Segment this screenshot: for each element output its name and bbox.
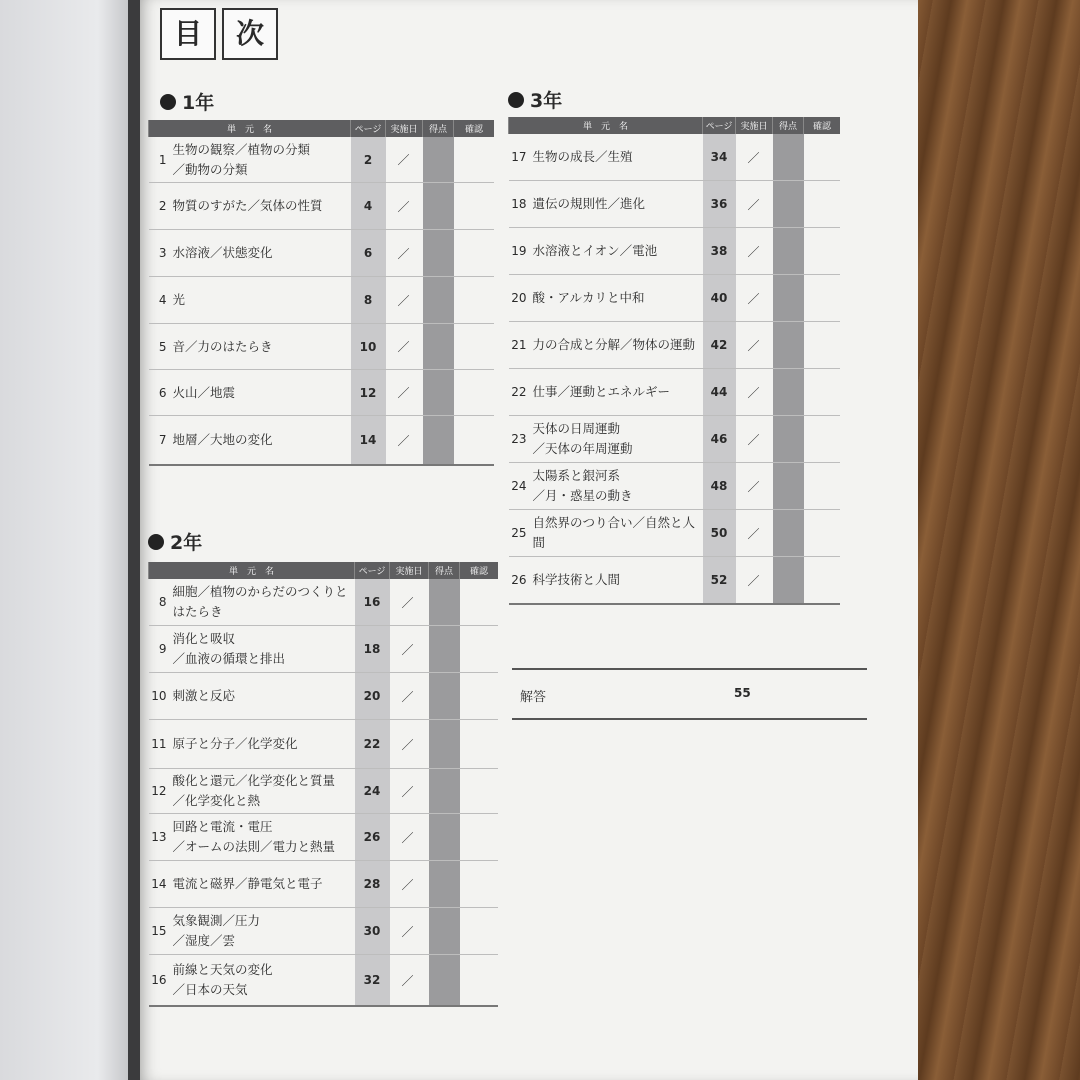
page-number: 16 bbox=[355, 579, 390, 626]
page-number: 4 bbox=[351, 183, 386, 230]
score-cell[interactable] bbox=[423, 324, 454, 370]
check-cell[interactable] bbox=[804, 463, 841, 510]
score-cell[interactable] bbox=[429, 861, 460, 908]
unit-number: 24 bbox=[509, 463, 531, 510]
unit-name-line1: 地層／大地の変化 bbox=[172, 432, 273, 447]
year1-label: 1年 bbox=[182, 92, 215, 114]
unit-name-line1: 水溶液／状態変化 bbox=[172, 245, 273, 260]
answers-row bbox=[512, 668, 867, 720]
header-unit: 単 元 名 bbox=[509, 117, 703, 134]
page-title bbox=[160, 8, 278, 60]
unit-name bbox=[531, 275, 703, 322]
score-cell[interactable] bbox=[429, 769, 460, 814]
unit-name-line1: 太陽系と銀河系 bbox=[532, 468, 621, 483]
page-number: 32 bbox=[355, 955, 390, 1007]
date-cell[interactable]: ／ bbox=[390, 769, 429, 814]
header-page: ページ bbox=[355, 562, 390, 579]
date-cell[interactable]: ／ bbox=[386, 370, 423, 416]
unit-number: 14 bbox=[149, 861, 171, 908]
table-row bbox=[509, 228, 841, 275]
score-cell[interactable] bbox=[773, 369, 804, 416]
page-number: 34 bbox=[703, 134, 736, 181]
unit-number: 3 bbox=[149, 230, 171, 277]
title-char-1: 目 bbox=[160, 8, 216, 60]
unit-name-line1: 仕事／運動とエネルギー bbox=[532, 384, 671, 399]
unit-name-line1: 消化と吸収 bbox=[172, 631, 236, 646]
unit-number: 10 bbox=[149, 673, 171, 720]
page-number: 48 bbox=[703, 463, 736, 510]
unit-name bbox=[171, 955, 355, 1007]
unit-number: 21 bbox=[509, 322, 531, 369]
unit-name-line1: 火山／地震 bbox=[172, 384, 236, 400]
table-row bbox=[509, 181, 841, 228]
score-cell[interactable] bbox=[773, 181, 804, 228]
score-cell[interactable] bbox=[773, 416, 804, 463]
year1-heading bbox=[160, 88, 214, 115]
unit-number: 2 bbox=[149, 183, 171, 230]
score-cell[interactable] bbox=[429, 908, 460, 955]
check-cell[interactable] bbox=[460, 861, 499, 908]
unit-name bbox=[171, 814, 355, 861]
page-number: 36 bbox=[703, 181, 736, 228]
header-date: 実施日 bbox=[386, 120, 423, 137]
unit-name bbox=[531, 134, 703, 181]
unit-name bbox=[171, 720, 355, 769]
date-cell[interactable]: ／ bbox=[736, 181, 773, 228]
table-header bbox=[149, 120, 495, 137]
check-cell[interactable] bbox=[804, 134, 841, 181]
table-row bbox=[509, 557, 841, 605]
unit-number: 4 bbox=[149, 277, 171, 324]
unit-name-line1: 水溶液とイオン／電池 bbox=[532, 243, 658, 258]
bullet-icon bbox=[148, 534, 164, 550]
score-cell[interactable] bbox=[429, 579, 460, 626]
date-cell[interactable]: ／ bbox=[386, 137, 423, 183]
header-check: 確認 bbox=[460, 562, 499, 579]
date-cell[interactable]: ／ bbox=[386, 230, 423, 277]
page-number: 10 bbox=[351, 324, 386, 370]
table-row bbox=[509, 369, 841, 416]
table-row bbox=[149, 908, 499, 955]
table-row bbox=[149, 673, 499, 720]
page-number: 18 bbox=[355, 626, 390, 673]
table-row bbox=[509, 510, 841, 557]
unit-number: 19 bbox=[509, 228, 531, 275]
unit-name-line1: 生物の観察／植物の分類 bbox=[172, 141, 311, 157]
table-header bbox=[149, 562, 499, 579]
date-cell[interactable]: ／ bbox=[390, 626, 429, 673]
date-cell[interactable]: ／ bbox=[736, 463, 773, 510]
unit-name-line1: 光 bbox=[172, 292, 186, 307]
score-cell[interactable] bbox=[423, 277, 454, 324]
unit-name bbox=[171, 324, 351, 370]
unit-number: 12 bbox=[149, 769, 171, 814]
header-check: 確認 bbox=[804, 117, 841, 134]
table-row bbox=[149, 370, 495, 416]
unit-name bbox=[531, 557, 703, 605]
score-cell[interactable] bbox=[429, 673, 460, 720]
page-number: 26 bbox=[355, 814, 390, 861]
unit-name-line1: 力の合成と分解／物体の運動 bbox=[532, 337, 696, 352]
unit-name-line1: 物質のすがた／気体の性質 bbox=[172, 198, 323, 213]
year3-heading bbox=[508, 86, 562, 113]
date-cell[interactable]: ／ bbox=[736, 557, 773, 605]
year2-label: 2年 bbox=[170, 532, 203, 554]
date-cell[interactable]: ／ bbox=[390, 814, 429, 861]
score-cell[interactable] bbox=[429, 955, 460, 1007]
unit-name-line1: 音／力のはたらき bbox=[172, 338, 273, 354]
header-date: 実施日 bbox=[736, 117, 773, 134]
page-number: 40 bbox=[703, 275, 736, 322]
header-score: 得点 bbox=[423, 120, 454, 137]
table-row bbox=[149, 230, 495, 277]
date-cell[interactable]: ／ bbox=[386, 416, 423, 466]
unit-name-line1: 細胞／植物のからだのつくりと bbox=[172, 584, 348, 599]
unit-name bbox=[531, 510, 703, 557]
table-row bbox=[509, 463, 841, 510]
page-number: 50 bbox=[703, 510, 736, 557]
check-cell[interactable] bbox=[460, 626, 499, 673]
unit-name-line1: 回路と電流・電圧 bbox=[172, 819, 273, 834]
score-cell[interactable] bbox=[773, 322, 804, 369]
unit-number: 9 bbox=[149, 626, 171, 673]
date-cell[interactable]: ／ bbox=[390, 579, 429, 626]
unit-name bbox=[171, 861, 355, 908]
check-cell[interactable] bbox=[804, 510, 841, 557]
date-cell[interactable]: ／ bbox=[736, 322, 773, 369]
check-cell[interactable] bbox=[460, 769, 499, 814]
page-number: 38 bbox=[703, 228, 736, 275]
unit-name bbox=[171, 137, 351, 183]
unit-number: 20 bbox=[509, 275, 531, 322]
unit-name-line1: 自然界のつり合い／自然と人間 bbox=[532, 515, 696, 550]
unit-name bbox=[531, 228, 703, 275]
table-row bbox=[149, 955, 499, 1007]
unit-name-line2: ／湿度／雲 bbox=[172, 933, 236, 948]
date-cell[interactable]: ／ bbox=[736, 510, 773, 557]
previous-page-edge bbox=[0, 0, 140, 1080]
table-row bbox=[149, 720, 499, 769]
table-row bbox=[149, 626, 499, 673]
page-number: 2 bbox=[351, 137, 386, 183]
date-cell[interactable]: ／ bbox=[736, 416, 773, 463]
header-score: 得点 bbox=[429, 562, 460, 579]
score-cell[interactable] bbox=[773, 557, 804, 605]
unit-name-line1: 電流と磁界／静電気と電子 bbox=[172, 876, 323, 891]
check-cell[interactable] bbox=[804, 369, 841, 416]
unit-name-line1: 酸化と還元／化学変化と質量 bbox=[172, 773, 336, 788]
header-score: 得点 bbox=[773, 117, 804, 134]
date-cell[interactable]: ／ bbox=[386, 324, 423, 370]
score-cell[interactable] bbox=[423, 230, 454, 277]
unit-number: 6 bbox=[149, 370, 171, 416]
page-number: 12 bbox=[351, 370, 386, 416]
date-cell[interactable]: ／ bbox=[736, 369, 773, 416]
header-check: 確認 bbox=[454, 120, 495, 137]
page-number: 30 bbox=[355, 908, 390, 955]
check-cell[interactable] bbox=[460, 720, 499, 769]
unit-name-line2: ／血液の循環と排出 bbox=[172, 651, 286, 666]
date-cell[interactable]: ／ bbox=[386, 183, 423, 230]
score-cell[interactable] bbox=[423, 183, 454, 230]
check-cell[interactable] bbox=[460, 579, 499, 626]
check-cell[interactable] bbox=[454, 183, 495, 230]
unit-name-line2: ／天体の年周運動 bbox=[532, 441, 633, 456]
date-cell[interactable]: ／ bbox=[386, 277, 423, 324]
unit-number: 25 bbox=[509, 510, 531, 557]
score-cell[interactable] bbox=[773, 510, 804, 557]
unit-name-line1: 気象観測／圧力 bbox=[172, 913, 261, 928]
unit-name bbox=[171, 370, 351, 416]
header-date: 実施日 bbox=[390, 562, 429, 579]
unit-name-line2: ／月・惑星の動き bbox=[532, 488, 633, 503]
score-cell[interactable] bbox=[429, 814, 460, 861]
unit-number: 7 bbox=[149, 416, 171, 466]
unit-name-line1: 生物の成長／生殖 bbox=[532, 149, 633, 164]
header-page: ページ bbox=[351, 120, 386, 137]
check-cell[interactable] bbox=[804, 228, 841, 275]
check-cell[interactable] bbox=[804, 181, 841, 228]
unit-name-line2: ／動物の分類 bbox=[172, 161, 248, 177]
check-cell[interactable] bbox=[460, 673, 499, 720]
unit-number: 23 bbox=[509, 416, 531, 463]
header-unit: 単 元 名 bbox=[149, 562, 355, 579]
date-cell[interactable]: ／ bbox=[736, 134, 773, 181]
table-row bbox=[509, 134, 841, 181]
table-row bbox=[149, 416, 495, 466]
check-cell[interactable] bbox=[454, 137, 495, 183]
answers-label: 解答 bbox=[520, 690, 547, 705]
check-cell[interactable] bbox=[804, 275, 841, 322]
page-number: 22 bbox=[355, 720, 390, 769]
score-cell[interactable] bbox=[773, 463, 804, 510]
unit-name bbox=[531, 463, 703, 510]
check-cell[interactable] bbox=[454, 230, 495, 277]
unit-name bbox=[171, 230, 351, 277]
unit-number: 8 bbox=[149, 579, 171, 626]
date-cell[interactable]: ／ bbox=[736, 275, 773, 322]
unit-name-line1: 天体の日周運動 bbox=[532, 421, 621, 436]
table-row bbox=[149, 769, 499, 814]
table-row bbox=[149, 277, 495, 324]
unit-number: 16 bbox=[149, 955, 171, 1007]
score-cell[interactable] bbox=[773, 134, 804, 181]
table-row bbox=[149, 814, 499, 861]
page-number: 8 bbox=[351, 277, 386, 324]
score-cell[interactable] bbox=[423, 137, 454, 183]
unit-number: 26 bbox=[509, 557, 531, 605]
table-row bbox=[149, 183, 495, 230]
title-char-2: 次 bbox=[222, 8, 278, 60]
table-row bbox=[509, 275, 841, 322]
year3-label: 3年 bbox=[530, 90, 563, 112]
unit-name bbox=[171, 673, 355, 720]
unit-name bbox=[531, 416, 703, 463]
check-cell[interactable] bbox=[460, 955, 499, 1007]
check-cell[interactable] bbox=[804, 322, 841, 369]
table-row bbox=[509, 322, 841, 369]
page-number: 52 bbox=[703, 557, 736, 605]
unit-name bbox=[171, 908, 355, 955]
unit-number: 18 bbox=[509, 181, 531, 228]
unit-name-line2: ／化学変化と熱 bbox=[172, 793, 261, 808]
unit-name bbox=[171, 416, 351, 466]
check-cell[interactable] bbox=[454, 370, 495, 416]
header-unit: 単 元 名 bbox=[149, 120, 351, 137]
unit-name-line2: ／日本の天気 bbox=[172, 982, 248, 997]
unit-number: 13 bbox=[149, 814, 171, 861]
check-cell[interactable] bbox=[804, 416, 841, 463]
date-cell[interactable]: ／ bbox=[736, 228, 773, 275]
unit-name-line1: 原子と分子／化学変化 bbox=[172, 736, 298, 751]
table-row bbox=[149, 324, 495, 370]
check-cell[interactable] bbox=[804, 557, 841, 605]
year1-table bbox=[148, 120, 494, 466]
page-number: 6 bbox=[351, 230, 386, 277]
unit-name-line1: 酸・アルカリと中和 bbox=[532, 290, 645, 305]
unit-name-line2: はたらき bbox=[172, 604, 223, 619]
unit-name bbox=[171, 183, 351, 230]
unit-name bbox=[171, 277, 351, 324]
score-cell[interactable] bbox=[429, 626, 460, 673]
unit-name bbox=[531, 181, 703, 228]
table-row bbox=[509, 416, 841, 463]
page-number: 44 bbox=[703, 369, 736, 416]
unit-number: 1 bbox=[149, 137, 171, 183]
unit-name bbox=[531, 322, 703, 369]
score-cell[interactable] bbox=[429, 720, 460, 769]
page-number: 20 bbox=[355, 673, 390, 720]
unit-name bbox=[171, 626, 355, 673]
page-number: 24 bbox=[355, 769, 390, 814]
header-page: ページ bbox=[703, 117, 736, 134]
unit-number: 5 bbox=[149, 324, 171, 370]
contents-page bbox=[140, 0, 918, 1080]
bullet-icon bbox=[160, 94, 176, 110]
check-cell[interactable] bbox=[454, 324, 495, 370]
date-cell[interactable]: ／ bbox=[390, 673, 429, 720]
unit-name-line1: 刺激と反応 bbox=[172, 688, 236, 703]
table-row bbox=[149, 861, 499, 908]
date-cell[interactable]: ／ bbox=[390, 908, 429, 955]
date-cell[interactable]: ／ bbox=[390, 861, 429, 908]
table-row bbox=[149, 137, 495, 183]
date-cell[interactable]: ／ bbox=[390, 720, 429, 769]
bullet-icon bbox=[508, 92, 524, 108]
table-row bbox=[149, 579, 499, 626]
unit-number: 17 bbox=[509, 134, 531, 181]
year2-table bbox=[148, 562, 498, 1007]
check-cell[interactable] bbox=[460, 908, 499, 955]
score-cell[interactable] bbox=[773, 275, 804, 322]
page-number: 42 bbox=[703, 322, 736, 369]
page-number: 46 bbox=[703, 416, 736, 463]
year3-table bbox=[508, 117, 840, 605]
unit-name bbox=[531, 369, 703, 416]
score-cell[interactable] bbox=[773, 228, 804, 275]
table-header bbox=[509, 117, 841, 134]
check-cell[interactable] bbox=[454, 416, 495, 466]
check-cell[interactable] bbox=[454, 277, 495, 324]
unit-name-line1: 遺伝の規則性／進化 bbox=[532, 196, 646, 211]
date-cell[interactable]: ／ bbox=[390, 955, 429, 1007]
unit-number: 22 bbox=[509, 369, 531, 416]
unit-name-line1: 前線と天気の変化 bbox=[172, 962, 273, 977]
score-cell[interactable] bbox=[423, 416, 454, 466]
page-number: 28 bbox=[355, 861, 390, 908]
check-cell[interactable] bbox=[460, 814, 499, 861]
unit-name bbox=[171, 769, 355, 814]
unit-number: 11 bbox=[149, 720, 171, 769]
score-cell[interactable] bbox=[423, 370, 454, 416]
unit-number: 15 bbox=[149, 908, 171, 955]
page-number: 14 bbox=[351, 416, 386, 466]
unit-name bbox=[171, 579, 355, 626]
unit-name-line2: ／オームの法則／電力と熱量 bbox=[172, 839, 336, 854]
year2-heading bbox=[148, 528, 202, 555]
unit-name-line1: 科学技術と人間 bbox=[532, 572, 621, 587]
answers-page: 55 bbox=[734, 686, 751, 700]
